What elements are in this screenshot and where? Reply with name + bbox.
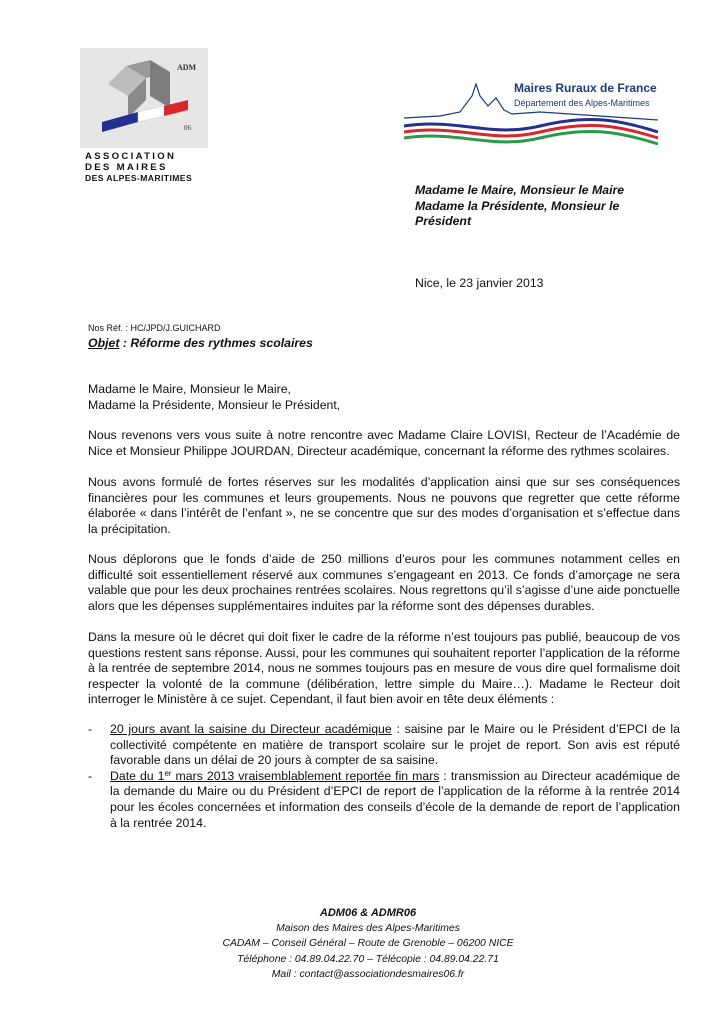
list-item: [88, 722, 680, 769]
mrf-subtitle: Département des Alpes-Maritimes: [514, 98, 650, 108]
adm-logo-emblem: [80, 48, 208, 148]
bullet-text: : saisine par le Maire ou le Président d’EPCI de la collectivité compétente en matière de transport scolaire sur le projet de report. Son avis est réputé favorable dans un délai de 20 jours à compter de sa saisine.: [110, 722, 680, 768]
bullet-heading: 20 jours avant la saisine du Directeur académique: [110, 722, 392, 736]
paragraph-1: Nous revenons vers vous suite à notre rencontre avec Madame Claire LOVISI, Recteur de l’Académie de Nice et Monsieur Philippe JOURDAN, Directeur académique, concernant la réforme des rythmes scolaires.: [88, 428, 680, 458]
bullet-dash: -: [88, 722, 93, 736]
bullet-list: [88, 722, 680, 831]
svg-text:ADM: ADM: [177, 63, 197, 72]
adm-line-2: DES MAIRES: [85, 161, 168, 173]
salutation-line: Madame le Maire, Monsieur le Maire,: [88, 382, 291, 396]
bullet-heading-sup: er: [164, 768, 172, 778]
footer-line: Téléphone : 04.89.04.22.70 – Télécopie : 04.89.04.22.71: [237, 953, 499, 965]
letter-date: Nice, le 23 janvier 2013: [415, 276, 544, 290]
paragraph-3: Nous déplorons que le fonds d’aide de 250 millions d’euros pour les communes notamment celles en difficulté soit essentiellement réservé aux communes s’engageant en 2013. Ce fonds d’amorçage ne sera valable que pour les deux prochaines rentrées scolaires. Nous regrettons qu’il s’agisse d’une aide ponctuelle alors que les dépenses supplémentaires induites par la réforme sont des dépenses durables.: [88, 552, 680, 613]
bullet-heading-part: Date du 1: [110, 768, 165, 783]
adm-logo: [80, 48, 210, 188]
adm-line-1: ASSOCIATION: [85, 151, 177, 162]
footer-email: Mail : contact@associationdesmaires06.fr: [271, 968, 465, 980]
bullet-text: : transmission au Directeur académique de la demande du Maire ou du Président d’EPCI de report de l’application de la réforme à la rentrée 2014 pour les écoles concernées et information des conseils d’école de la demande de report de l’application à la rentrée 2014.: [110, 768, 680, 830]
recipient-line: Président: [415, 214, 472, 229]
paragraph-2: Nous avons formulé de fortes réserves sur les modalités d’application ainsi que sur ses conséquences financières pour les communes et leurs groupements. Nous ne pouvons que regretter que cette réforme élaborée « dans l’intérêt de l’enfant », ne se concentre que sur des modes d’organisation et s’effectue dans la précipitation.: [88, 475, 680, 536]
bullet-heading-part: mars 2013 vraisemblablement reportée fin mars: [171, 768, 440, 783]
bullet-heading: [110, 769, 439, 783]
footer-line: Maison des Maires des Alpes-Maritimes: [276, 923, 460, 935]
recipient-block: [415, 183, 665, 230]
salutation: [88, 382, 680, 413]
list-item: [88, 769, 680, 831]
bullet-dash: -: [88, 768, 93, 783]
salutation-line: Madame la Présidente, Monsieur le Président,: [88, 397, 341, 412]
footer-line: CADAM – Conseil Général – Route de Grenoble – 06200 NICE: [222, 938, 514, 950]
adm-logo-text: [85, 152, 210, 184]
recipient-line: Madame la Présidente, Monsieur le: [415, 198, 620, 213]
reference-line: Nos Réf. : HC/JPD/J.GUICHARD: [88, 323, 221, 333]
recipient-line: Madame le Maire, Monsieur le Maire: [415, 183, 625, 197]
svg-text:06: 06: [184, 124, 191, 132]
mrf-logo: [400, 76, 662, 156]
mrf-title: Maires Ruraux de France: [514, 81, 657, 95]
subject-label: Objet: [88, 336, 120, 350]
paragraph-4: Dans la mesure où le décret qui doit fixer le cadre de la réforme n’est toujours pas publié, beaucoup de vos questions restent sans réponse. Aussi, pour les communes qui souhaitent reporter l’application de la réforme à la rentrée de septembre 2014, nous ne sommes toujours pas en mesure de vous dire quel formalisme doit respecter la volonté de la commune (délibération, lettre simple du Maire…). Madame le Recteur doit interroger le Ministère à ce sujet. Cependant, il faut bien avoir en tête deux éléments :: [88, 630, 680, 707]
subject-text: : Réforme des rythmes scolaires: [119, 336, 313, 350]
letter-footer: [88, 906, 648, 982]
footer-org: ADM06 & ADMR06: [319, 907, 417, 919]
adm-line-3: DES ALPES-MARITIMES: [85, 173, 193, 183]
subject-line: [88, 336, 313, 350]
